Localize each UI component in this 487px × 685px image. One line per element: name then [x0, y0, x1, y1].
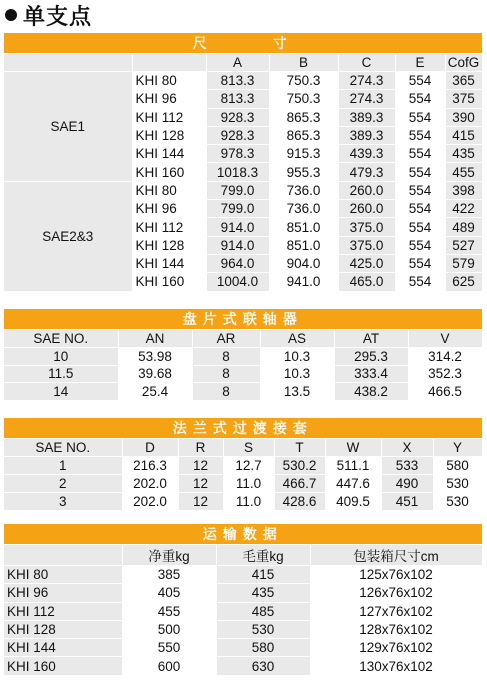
column-header-group	[4, 54, 132, 72]
value-cell: 428.6	[274, 493, 325, 511]
column-header: AR	[192, 330, 260, 348]
value-cell: 941.0	[269, 273, 338, 291]
table-header: 法兰式过渡接套	[4, 418, 482, 439]
value-cell: 914.0	[206, 236, 269, 254]
row-label: 1	[4, 457, 122, 475]
value-cell: 415	[445, 126, 482, 144]
value-cell: 554	[395, 273, 445, 291]
value-cell: 202.0	[122, 493, 178, 511]
value-cell: 964.0	[206, 254, 269, 272]
value-cell: 25.4	[118, 383, 192, 401]
value-cell: 736.0	[269, 181, 338, 199]
group-label: SAE1	[4, 72, 132, 182]
value-cell: 352.3	[408, 365, 482, 383]
column-header	[4, 545, 122, 566]
value-cell: 435	[216, 584, 310, 602]
value-cell: 415	[216, 566, 310, 584]
column-header: X	[381, 439, 433, 457]
dimensions-table	[4, 33, 483, 292]
value-cell: 375	[445, 90, 482, 108]
value-cell: 580	[433, 457, 482, 475]
value-cell: 865.3	[269, 108, 338, 126]
value-cell: 530.2	[274, 457, 325, 475]
table-header: 尺 寸	[4, 33, 482, 54]
value-cell: 8	[192, 348, 260, 366]
column-header: AS	[260, 330, 334, 348]
value-cell: 527	[445, 236, 482, 254]
value-cell: 274.3	[338, 90, 395, 108]
table-header-row	[4, 418, 482, 439]
value-cell: 10.3	[260, 348, 334, 366]
value-cell: 500	[122, 620, 216, 638]
table-header-row	[4, 309, 482, 330]
value-cell: 375.0	[338, 236, 395, 254]
value-cell: 389.3	[338, 108, 395, 126]
row-label: KHI 96	[4, 584, 122, 602]
value-cell: 12	[178, 493, 223, 511]
value-cell: 554	[395, 200, 445, 218]
value-cell: 799.0	[206, 181, 269, 199]
model-cell: KHI 160	[132, 273, 206, 291]
value-cell: 455	[122, 602, 216, 620]
coupling-table	[4, 309, 483, 401]
value-cell: 530	[433, 493, 482, 511]
table-row	[4, 493, 482, 511]
value-cell: 530	[433, 475, 482, 493]
column-header: V	[408, 330, 482, 348]
value-cell: 12.7	[223, 457, 274, 475]
value-cell: 799.0	[206, 200, 269, 218]
value-cell: 447.6	[325, 475, 381, 493]
table-row	[4, 383, 482, 401]
value-cell: 915.3	[269, 145, 338, 163]
value-cell: 554	[395, 218, 445, 236]
row-label: KHI 160	[4, 657, 122, 675]
value-cell: 8	[192, 383, 260, 401]
column-header: AT	[334, 330, 408, 348]
value-cell: 479.3	[338, 163, 395, 181]
value-cell: 914.0	[206, 218, 269, 236]
value-cell: 465.0	[338, 273, 395, 291]
value-cell: 12	[178, 475, 223, 493]
value-cell: 405	[122, 584, 216, 602]
row-label: KHI 144	[4, 639, 122, 657]
value-cell: 580	[216, 639, 310, 657]
table-row	[4, 348, 482, 366]
value-cell: 274.3	[338, 72, 395, 90]
model-cell: KHI 128	[132, 126, 206, 144]
value-cell: 851.0	[269, 218, 338, 236]
value-cell: 490	[381, 475, 433, 493]
value-cell: 750.3	[269, 72, 338, 90]
model-cell: KHI 128	[132, 236, 206, 254]
model-cell: KHI 112	[132, 218, 206, 236]
value-cell: 530	[216, 620, 310, 638]
value-cell: 851.0	[269, 236, 338, 254]
value-cell: 385	[122, 566, 216, 584]
shipping-table	[4, 524, 483, 676]
value-cell: 750.3	[269, 90, 338, 108]
value-cell: 978.3	[206, 145, 269, 163]
column-header: E	[395, 54, 445, 72]
value-cell: 389.3	[338, 126, 395, 144]
value-cell: 554	[395, 163, 445, 181]
value-cell: 554	[395, 90, 445, 108]
value-cell: 10.3	[260, 365, 334, 383]
column-header: A	[206, 54, 269, 72]
model-cell: KHI 80	[132, 181, 206, 199]
value-cell: 600	[122, 657, 216, 675]
column-header: C	[338, 54, 395, 72]
value-cell: 11.0	[223, 475, 274, 493]
model-cell: KHI 144	[132, 145, 206, 163]
table-header: 盘片式联轴器	[4, 309, 482, 330]
table-header-row	[4, 524, 482, 545]
value-cell: 579	[445, 254, 482, 272]
value-cell: 554	[395, 72, 445, 90]
value-cell: 11.0	[223, 493, 274, 511]
value-cell: 12	[178, 457, 223, 475]
section-title: 单支点	[23, 3, 93, 29]
column-header: B	[269, 54, 338, 72]
model-cell: KHI 112	[132, 108, 206, 126]
adapter-table	[4, 418, 483, 511]
value-cell: 53.98	[118, 348, 192, 366]
value-cell: 8	[192, 365, 260, 383]
value-cell: 813.3	[206, 72, 269, 90]
column-header: Y	[433, 439, 482, 457]
column-header: R	[178, 439, 223, 457]
value-cell: 216.3	[122, 457, 178, 475]
row-label: KHI 112	[4, 602, 122, 620]
value-cell: 314.2	[408, 348, 482, 366]
table-row	[4, 365, 482, 383]
value-cell: 125x76x102	[310, 566, 482, 584]
table-row	[4, 584, 482, 602]
value-cell: 511.1	[325, 457, 381, 475]
section-heading	[2, 0, 92, 30]
value-cell: 630	[216, 657, 310, 675]
value-cell: 260.0	[338, 181, 395, 199]
column-header: T	[274, 439, 325, 457]
value-cell: 439.3	[338, 145, 395, 163]
value-cell: 554	[395, 145, 445, 163]
table-row	[4, 457, 482, 475]
value-cell: 333.4	[334, 365, 408, 383]
value-cell: 130x76x102	[310, 657, 482, 675]
column-header: S	[223, 439, 274, 457]
value-cell: 554	[395, 236, 445, 254]
value-cell: 554	[395, 126, 445, 144]
column-header-row	[4, 330, 482, 348]
value-cell: 422	[445, 200, 482, 218]
value-cell: 1018.3	[206, 163, 269, 181]
table-row	[4, 72, 482, 90]
column-header: 包装箱尺寸cm	[310, 545, 482, 566]
value-cell: 438.2	[334, 383, 408, 401]
row-label: KHI 128	[4, 620, 122, 638]
column-header: CofG	[445, 54, 482, 72]
column-header-row	[4, 545, 482, 566]
value-cell: 260.0	[338, 200, 395, 218]
column-header: AN	[118, 330, 192, 348]
table-header-row	[4, 33, 482, 54]
value-cell: 904.0	[269, 254, 338, 272]
table-row	[4, 181, 482, 199]
value-cell: 365	[445, 72, 482, 90]
value-cell: 485	[216, 602, 310, 620]
model-cell: KHI 80	[132, 72, 206, 90]
value-cell: 865.3	[269, 126, 338, 144]
value-cell: 736.0	[269, 200, 338, 218]
row-label: 2	[4, 475, 122, 493]
column-header: SAE NO.	[4, 330, 118, 348]
value-cell: 398	[445, 181, 482, 199]
row-label: KHI 80	[4, 566, 122, 584]
value-cell: 295.3	[334, 348, 408, 366]
value-cell: 550	[122, 639, 216, 657]
row-label: 14	[4, 383, 118, 401]
column-header: D	[122, 439, 178, 457]
column-header: SAE NO.	[4, 439, 122, 457]
table-header: 运输数据	[4, 524, 482, 545]
table-row	[4, 657, 482, 675]
column-header-row	[4, 439, 482, 457]
value-cell: 928.3	[206, 126, 269, 144]
value-cell: 554	[395, 254, 445, 272]
value-cell: 127x76x102	[310, 602, 482, 620]
value-cell: 435	[445, 145, 482, 163]
value-cell: 554	[395, 108, 445, 126]
value-cell: 554	[395, 181, 445, 199]
column-header-row	[4, 54, 482, 72]
value-cell: 955.3	[269, 163, 338, 181]
value-cell: 129x76x102	[310, 639, 482, 657]
value-cell: 128x76x102	[310, 620, 482, 638]
table-row	[4, 602, 482, 620]
column-header: 毛重kg	[216, 545, 310, 566]
row-label: 10	[4, 348, 118, 366]
column-header: W	[325, 439, 381, 457]
value-cell: 928.3	[206, 108, 269, 126]
value-cell: 466.5	[408, 383, 482, 401]
group-label: SAE2&3	[4, 181, 132, 291]
column-header-model	[132, 54, 206, 72]
value-cell: 39.68	[118, 365, 192, 383]
value-cell: 126x76x102	[310, 584, 482, 602]
model-cell: KHI 96	[132, 200, 206, 218]
value-cell: 425.0	[338, 254, 395, 272]
value-cell: 1004.0	[206, 273, 269, 291]
table-row	[4, 566, 482, 584]
row-label: 3	[4, 493, 122, 511]
value-cell: 466.7	[274, 475, 325, 493]
table-row	[4, 620, 482, 638]
row-label: 11.5	[4, 365, 118, 383]
value-cell: 451	[381, 493, 433, 511]
model-cell: KHI 160	[132, 163, 206, 181]
value-cell: 409.5	[325, 493, 381, 511]
bullet-icon	[5, 9, 17, 21]
value-cell: 390	[445, 108, 482, 126]
table-row	[4, 475, 482, 493]
column-header: 净重kg	[122, 545, 216, 566]
table-row	[4, 639, 482, 657]
value-cell: 533	[381, 457, 433, 475]
value-cell: 625	[445, 273, 482, 291]
value-cell: 375.0	[338, 218, 395, 236]
value-cell: 455	[445, 163, 482, 181]
value-cell: 813.3	[206, 90, 269, 108]
value-cell: 489	[445, 218, 482, 236]
model-cell: KHI 96	[132, 90, 206, 108]
model-cell: KHI 144	[132, 254, 206, 272]
value-cell: 202.0	[122, 475, 178, 493]
value-cell: 13.5	[260, 383, 334, 401]
